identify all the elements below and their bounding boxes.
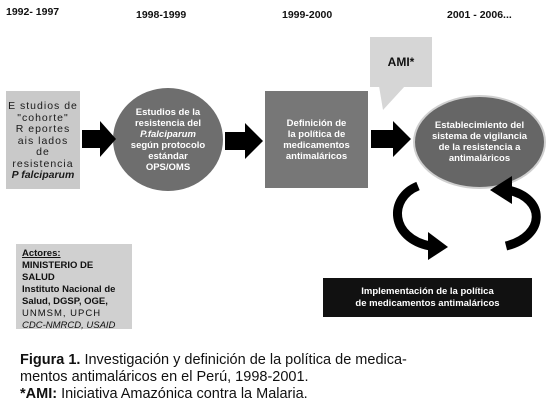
stage-4-line-1: Establecimiento del: [434, 120, 525, 131]
stage-2-ellipse: [113, 88, 223, 191]
cycle-arrows-icon: [388, 176, 548, 266]
stage-2-line-6: OPS/OMS: [145, 161, 191, 173]
ami-callout-pointer: [375, 86, 415, 116]
ami-callout: [370, 37, 432, 87]
stage-1-line-5: de resistencia: [12, 146, 74, 170]
caption-line-2: mentos antimaláricos en el Perú, 1998-2001.: [20, 369, 309, 385]
stage-1-line-2: "cohorte": [17, 111, 69, 124]
actors-line-4: UNMSM, UPCH: [22, 308, 102, 319]
stage-3-box: [265, 91, 368, 188]
year-label-3: 1999-2000: [282, 9, 333, 21]
arrow-2-icon: [225, 123, 263, 159]
actors-line-1: MINISTERIO DE SALUD: [22, 260, 94, 283]
stage-1-species: P falciparum: [11, 169, 75, 181]
stage-2-line-5: estándar: [148, 150, 188, 162]
ami-callout-label: AMI*: [387, 55, 415, 69]
stage-2-line-4: según protocolo: [130, 139, 206, 151]
caption-line-1-text: Investigación y definición de la política de medica-: [80, 352, 407, 368]
caption-ami-label: *AMI:: [20, 386, 58, 402]
actors-box: [16, 244, 132, 329]
implementation-line-2: de medicamentos antimaláricos: [355, 297, 500, 309]
stage-1-line-4: ais lados: [17, 134, 69, 147]
actors-line-2: Instituto Nacional de: [22, 284, 116, 295]
stage-4-line-2: sistema de vigilancia: [431, 131, 528, 142]
year-label-4: 2001 - 2006...: [447, 9, 512, 21]
stage-3-line-2: la política de: [287, 128, 346, 140]
implementation-line-1: Implementación de la política: [361, 285, 494, 297]
stage-1-line-3: R eportes: [15, 123, 71, 135]
stage-4-line-4: antimaláricos: [448, 153, 511, 164]
stage-2-line-2: resistencia del: [134, 117, 201, 129]
stage-2-line-1: Estudios de la: [135, 106, 201, 118]
implementation-box: [323, 278, 532, 317]
stage-4-ellipse: [413, 95, 546, 189]
arrow-3-icon: [371, 121, 411, 157]
actors-line-3: Salud, DGSP, OGE,: [22, 296, 108, 307]
caption-ami-text: Iniciativa Amazónica contra la Malaria.: [57, 386, 308, 402]
arrow-1-icon: [82, 121, 116, 157]
caption-figure-label: Figura 1.: [20, 352, 81, 368]
stage-1-line-1: E studios de: [8, 100, 78, 112]
caption-line-1: [20, 352, 545, 369]
caption-line-3: [20, 386, 545, 403]
actors-line-5: CDC-NMRCD, USAID: [22, 320, 116, 331]
year-label-1: 1992- 1997: [6, 6, 60, 18]
year-label-2: 1998-1999: [136, 9, 187, 21]
figure-caption: [20, 352, 545, 403]
stage-3-line-1: Definición de: [286, 117, 347, 129]
stage-1-box: [6, 91, 80, 189]
stage-3-line-3: medicamentos: [283, 139, 350, 151]
actors-heading: Actores:: [22, 248, 61, 259]
stage-2-line-3: P.falciparum: [140, 128, 196, 140]
stage-3-line-4: antimaláricos: [285, 150, 348, 162]
stage-4-line-3: de la resistencia a: [438, 142, 521, 153]
